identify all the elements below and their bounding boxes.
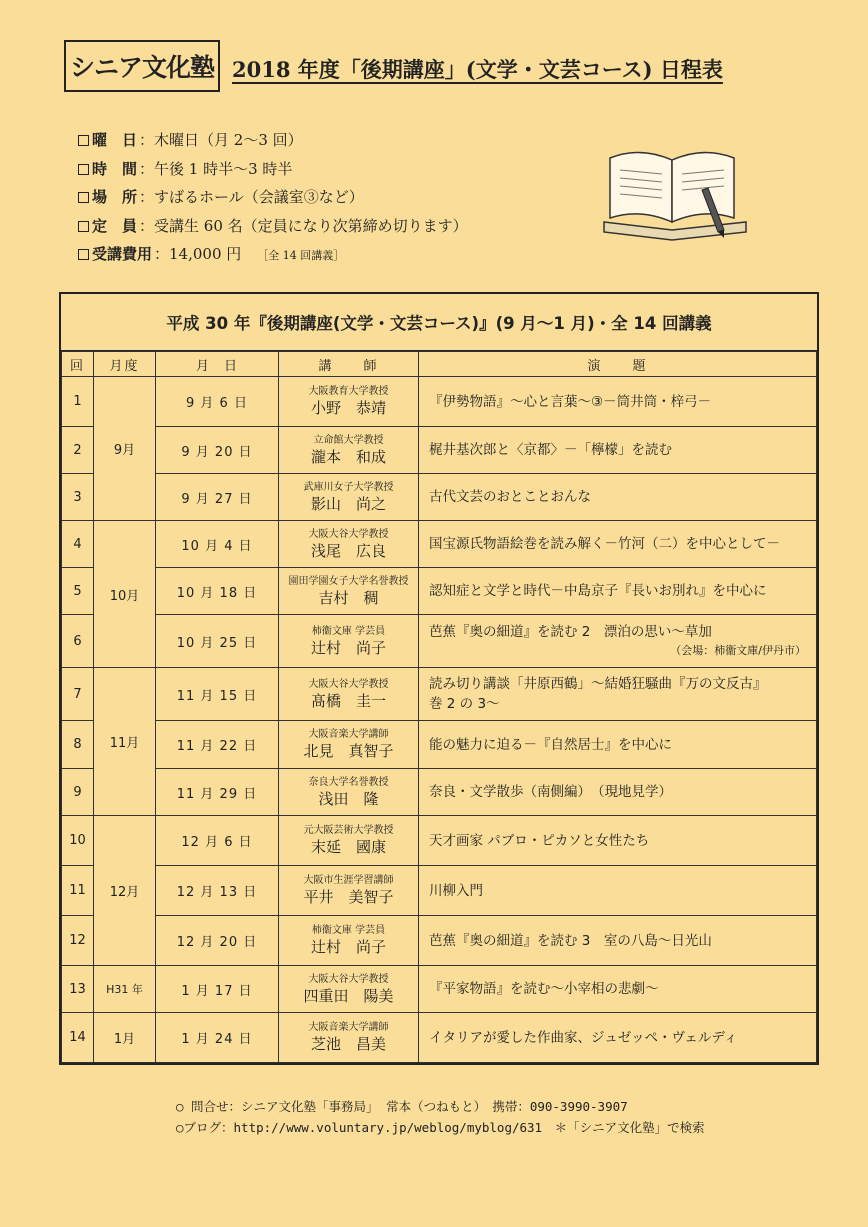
lecturer-cell (279, 568, 419, 615)
table-row (62, 866, 817, 916)
row-number: 8 (62, 721, 94, 769)
topic-cell (419, 816, 817, 866)
month-cell: 1月 (94, 1013, 156, 1063)
date-cell: 11 月 29 日 (156, 769, 279, 816)
info-label: 時 間 (92, 159, 138, 178)
topic-text: 能の魅力に迫る－『自然居士』を中心に (429, 736, 672, 753)
lecturer-cell (279, 966, 419, 1013)
info-note: ［全 14 回講義］ (257, 249, 345, 262)
row-number: 9 (62, 769, 94, 816)
info-item (78, 126, 468, 155)
checkbox-square-icon (78, 221, 89, 232)
table-row (62, 521, 817, 568)
info-list (78, 126, 468, 271)
row-number: 6 (62, 615, 94, 668)
schedule-table (59, 292, 819, 1065)
row-number: 3 (62, 474, 94, 521)
table-row (62, 1013, 817, 1063)
topic-text: イタリアが愛した作曲家、ジュゼッペ・ヴェルディ (429, 1029, 738, 1046)
lecturer-name: 四重田 陽美 (303, 986, 394, 1005)
footer (176, 1096, 705, 1138)
topic-text: 古代文芸のおとことおんな (429, 489, 591, 505)
table-row (62, 474, 817, 521)
lecturer-affiliation: 大阪教育大学教授 (308, 386, 389, 397)
checkbox-square-icon (78, 135, 89, 146)
table-row (62, 615, 817, 668)
lecturer-name: 浅尾 広良 (310, 541, 386, 560)
topic-cell (419, 916, 817, 966)
lecturer-cell (279, 474, 419, 521)
topic-cell (419, 966, 817, 1013)
table-row (62, 427, 817, 474)
row-number: 5 (62, 568, 94, 615)
header-lecturer: 講 師 (279, 352, 419, 377)
lecturer-affiliation: 大阪大谷大学教授 (308, 973, 389, 985)
lecturer-affiliation: 大阪大谷大学教授 (308, 528, 389, 540)
lecturer-affiliation: 武庫川女子大学教授 (303, 481, 394, 493)
lecturer-cell (279, 427, 419, 474)
row-number: 10 (62, 816, 94, 866)
checkbox-square-icon (78, 192, 89, 203)
lecturer-cell (279, 377, 419, 427)
topic-cell (419, 866, 817, 916)
date-cell: 12 月 13 日 (156, 866, 279, 916)
table-row (62, 916, 817, 966)
month-cell (94, 966, 156, 1013)
info-value: ：午後 1 時半～3 時半 (139, 159, 293, 178)
topic-text: 国宝源氏物語絵巻を読み解く－竹河（二）を中心として－ (429, 536, 780, 552)
info-value: ：木曜日（月 2～3 回） (139, 131, 303, 149)
info-label: 場 所 (92, 188, 138, 206)
table-row (62, 568, 817, 615)
logo: シニア文化塾 (64, 40, 220, 92)
lecturer-cell (279, 721, 419, 769)
topic-text: 読み切り講談「井原西鶴」～結婚狂騒曲『万の文反古』 (429, 676, 767, 692)
info-value: ：14,000 円 (154, 245, 242, 263)
month-year-label: H31 年 (106, 983, 143, 996)
lecturer-cell (279, 916, 419, 966)
lecturer-name: 芝池 昌美 (310, 1035, 386, 1053)
table-row (62, 668, 817, 721)
header-date: 月 日 (156, 352, 279, 377)
topic-text: 芭蕉『奥の細道』を読む 2 漂泊の思い～草加 (429, 624, 712, 640)
month-cell: 10月 (94, 521, 156, 668)
topic-text-continued: 巻 2 の 3～ (429, 696, 500, 712)
topic-cell (419, 1013, 817, 1063)
lecturer-affiliation: 大阪大谷大学教授 (308, 678, 389, 690)
lecturer-name: 影山 尚之 (310, 494, 386, 513)
header-no: 回 (62, 352, 94, 377)
lecturer-cell (279, 615, 419, 668)
info-item (78, 155, 468, 184)
table-row (62, 816, 817, 866)
info-item (78, 212, 468, 241)
topic-cell (419, 769, 817, 816)
lecturer-affiliation: 大阪音楽大学講師 (308, 729, 389, 740)
lecturer-affiliation: 大阪市生涯学習講師 (303, 875, 394, 886)
lecturer-affiliation: 園田学園女子大学名誉教授 (288, 575, 409, 587)
info-item (78, 240, 468, 271)
date-cell: 1 月 24 日 (156, 1013, 279, 1063)
date-cell: 9 月 6 日 (156, 377, 279, 427)
topic-venue-note: （会場：柿衞文庫/伊丹市） (670, 644, 806, 657)
topic-text: 川柳入門 (429, 882, 483, 899)
row-number: 2 (62, 427, 94, 474)
date-cell: 10 月 25 日 (156, 615, 279, 668)
date-cell: 12 月 20 日 (156, 916, 279, 966)
topic-cell (419, 474, 817, 521)
date-cell: 1 月 17 日 (156, 966, 279, 1013)
topic-cell (419, 721, 817, 769)
lecturer-name: 髙橋 圭一 (310, 691, 386, 710)
month-cell: 11月 (94, 668, 156, 816)
schedule-title: 平成 30 年『後期講座(文学・文芸コース)』(9 月～1 月)・全 14 回講義 (61, 294, 817, 351)
topic-text: 『平家物語』を読む～小宰相の悲劇～ (429, 981, 659, 997)
lecturer-cell (279, 668, 419, 721)
lecturer-cell (279, 816, 419, 866)
topic-text: 芭蕉『奥の細道』を読む 3 室の八島～日光山 (429, 932, 712, 949)
info-label: 受講費用 (92, 245, 153, 263)
contact-line: ○ 問合せ：シニア文化塾「事務局」 常本（つねもと） 携帯：090-3990-3907 (176, 1099, 628, 1114)
lecturer-name: 平井 美智子 (303, 888, 394, 906)
info-label: 定 員 (92, 216, 138, 235)
lecturer-affiliation: 柿衞文庫 学芸員 (311, 925, 386, 936)
info-label: 曜 日 (92, 131, 138, 149)
lecturer-name: 辻村 尚子 (310, 938, 386, 956)
row-number: 1 (62, 377, 94, 427)
topic-text: 梶井基次郎と〈京都〉－「檸檬」を読む (429, 442, 672, 458)
lecturer-affiliation: 奈良大学名誉教授 (308, 776, 389, 788)
month-cell: 9月 (94, 377, 156, 521)
lecturer-affiliation: 柿衞文庫 学芸員 (311, 625, 386, 637)
date-cell: 10 月 18 日 (156, 568, 279, 615)
date-cell: 12 月 6 日 (156, 816, 279, 866)
info-item (78, 183, 468, 212)
topic-text: 認知症と文学と時代－中島京子『長いお別れ』を中心に (429, 583, 767, 599)
table-row (62, 377, 817, 427)
topic-text: 『伊勢物語』～心と言葉～③－筒井筒・梓弓－ (429, 393, 712, 410)
date-cell: 11 月 22 日 (156, 721, 279, 769)
page-title: 2018 年度「後期講座」(文学・文芸コース) 日程表 (232, 57, 723, 82)
lecturer-name: 浅田 隆 (318, 789, 379, 808)
topic-text: 奈良・文学散歩（南側編） （現地見学） (429, 784, 672, 800)
lecturer-cell (279, 769, 419, 816)
date-cell: 9 月 20 日 (156, 427, 279, 474)
topic-cell (419, 377, 817, 427)
row-number: 4 (62, 521, 94, 568)
topic-cell (419, 668, 817, 721)
lecturer-name: 小野 恭靖 (310, 399, 386, 417)
lecturer-name: 北見 真智子 (303, 742, 394, 760)
header-month: 月度 (94, 352, 156, 377)
open-book-icon (600, 118, 750, 248)
lecturer-name: 辻村 尚子 (310, 638, 386, 657)
topic-cell (419, 615, 817, 668)
header-topic: 演 題 (419, 352, 817, 377)
date-cell: 11 月 15 日 (156, 668, 279, 721)
table-row (62, 966, 817, 1013)
table-row (62, 769, 817, 816)
month-cell: 12月 (94, 816, 156, 966)
lecturer-affiliation: 立命館大学教授 (313, 434, 384, 446)
lecturer-cell (279, 521, 419, 568)
row-number: 11 (62, 866, 94, 916)
row-number: 13 (62, 966, 94, 1013)
lecturer-cell (279, 866, 419, 916)
date-cell: 9 月 27 日 (156, 474, 279, 521)
checkbox-square-icon (78, 164, 89, 175)
row-number: 7 (62, 668, 94, 721)
checkbox-square-icon (78, 249, 89, 260)
topic-cell (419, 568, 817, 615)
blog-line[interactable]: ○ブログ：http://www.voluntary.jp/weblog/myblog/631 ＊「シニア文化塾」で検索 (176, 1120, 705, 1135)
table-row (62, 721, 817, 769)
info-value: ：すばるホール（会議室③など） (139, 188, 364, 206)
lecturer-name: 末延 國康 (310, 838, 386, 856)
lecturer-affiliation: 大阪音楽大学講師 (308, 1022, 389, 1033)
topic-cell (419, 427, 817, 474)
info-value: ：受講生 60 名（定員になり次第締め切ります） (139, 216, 468, 235)
lecturer-cell (279, 1013, 419, 1063)
date-cell: 10 月 4 日 (156, 521, 279, 568)
row-number: 12 (62, 916, 94, 966)
lecturer-name: 吉村 稠 (318, 588, 379, 607)
topic-cell (419, 521, 817, 568)
topic-text: 天才画家 パブロ・ピカソと女性たち (429, 832, 650, 849)
lecturer-name: 瀧本 和成 (310, 447, 386, 466)
lecturer-affiliation: 元大阪芸術大学教授 (303, 825, 394, 836)
row-number: 14 (62, 1013, 94, 1063)
